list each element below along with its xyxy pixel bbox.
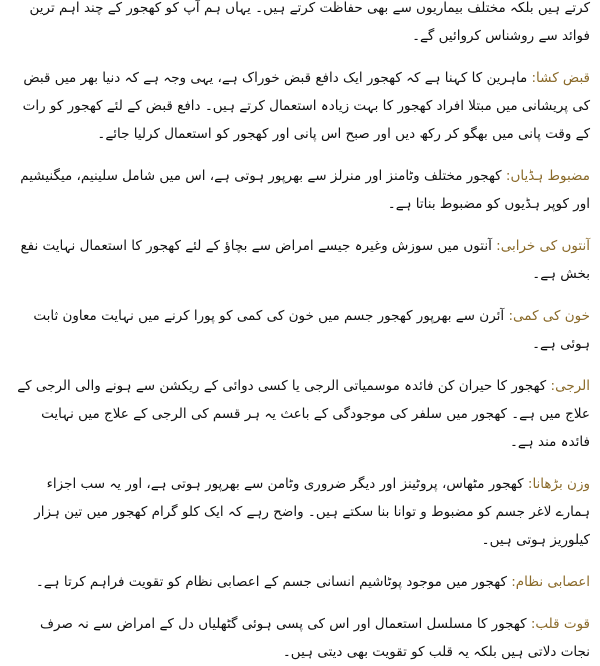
paragraph-heading: قوت قلب: bbox=[530, 616, 590, 632]
paragraph-allergy bbox=[16, 372, 590, 456]
paragraph-text: کرتے ہیں بلکہ مختلف بیماریوں سے بھی حفاظت کرتے ہیں۔ یہاں ہم آپ کو کھجور کے چند اہم ترین فوائد سے روشناس کروائیں گے۔ bbox=[29, 0, 590, 44]
paragraph-heading: اعصابی نظام: bbox=[511, 574, 590, 590]
paragraph-intestines bbox=[16, 232, 590, 288]
paragraph-text: کھجور میں موجود پوٹاشیم انسانی جسم کے اعصابی نظام کو تقویت فراہم کرتا ہے۔ bbox=[35, 574, 507, 590]
paragraph-nervous-system bbox=[16, 568, 590, 596]
paragraph-bones bbox=[16, 162, 590, 218]
paragraph-heading: مضبوط ہڈیاں: bbox=[505, 168, 590, 184]
paragraph-anemia bbox=[16, 302, 590, 358]
paragraph-weight-gain bbox=[16, 470, 590, 554]
paragraph-heading: قبض کشا: bbox=[531, 70, 590, 86]
paragraph-text: ماہرین کا کہنا ہے کہ کھجور ایک دافع قبض خوراک ہے، یہی وجہ ہے کہ دنیا بھر میں قبض کی پریشانی میں مبتلا افراد کھجور کا بہت زیادہ استعمال کرتے ہیں۔ دافع قبض کے لئے کھجور کو رات کے وقت پانی میں بھگو کر رکھ دیں اور صبح اس پانی اور کھجور کو استعمال کرلیا جائے۔ bbox=[22, 70, 590, 142]
paragraph-intro bbox=[16, 0, 590, 50]
paragraph-heading: وزن بڑھانا: bbox=[527, 476, 590, 492]
paragraph-text: آئرن سے بھرپور کھجور جسم میں خون کی کمی کو پورا کرنے میں نہایت معاون ثابت ہوئی ہے۔ bbox=[33, 308, 590, 352]
paragraph-text: کھجور کا مسلسل استعمال اور اس کی پسی ہوئی گٹھلیاں دل کے امراض سے نہ صرف نجات دلاتی ہیں بلکہ یہ قلب کو تقویت بھی دیتی ہیں۔ bbox=[39, 616, 590, 660]
paragraph-heart-strength bbox=[16, 610, 590, 666]
paragraph-text: آنتوں میں سوزش وغیرہ جیسے امراض سے بچاؤ کے لئے کھجور کا استعمال نہایت نفع بخش ہے۔ bbox=[20, 238, 590, 282]
paragraph-text: کھجور مٹھاس، پروٹینز اور دیگر ضروری وٹامن سے بھرپور ہوتی ہے، اور یہ سب اجزاء ہمارے لاغر جسم کو مضبوط و توانا بنا سکتے ہیں۔ واضح رہے کہ ایک کلو گرام کھجور میں تین ہزار کیلوریز ہوتی ہیں۔ bbox=[34, 476, 590, 548]
paragraph-text: کھجور مختلف وٹامنز اور منرلز سے بھرپور ہوتی ہے، اس میں شامل سلینیم، میگنیشیم اور کوپر ہڈیوں کو مضبوط بناتا ہے۔ bbox=[20, 168, 590, 212]
paragraph-heading: الرجی: bbox=[550, 378, 590, 394]
paragraph-constipation bbox=[16, 64, 590, 148]
paragraph-heading: خون کی کمی: bbox=[508, 308, 590, 324]
paragraph-text: کھجور کا حیران کن فائدہ موسمیاتی الرجی یا کسی دوائی کے ریکشن سے ہونے والی الرجی کے علاج میں ہے۔ کھجور میں سلفر کی موجودگی کے باعث یہ ہر قسم کی الرجی کے علاج میں نہایت فائدہ مند ہے۔ bbox=[17, 378, 590, 450]
paragraph-heading: آنتوں کی خرابی: bbox=[496, 238, 590, 254]
